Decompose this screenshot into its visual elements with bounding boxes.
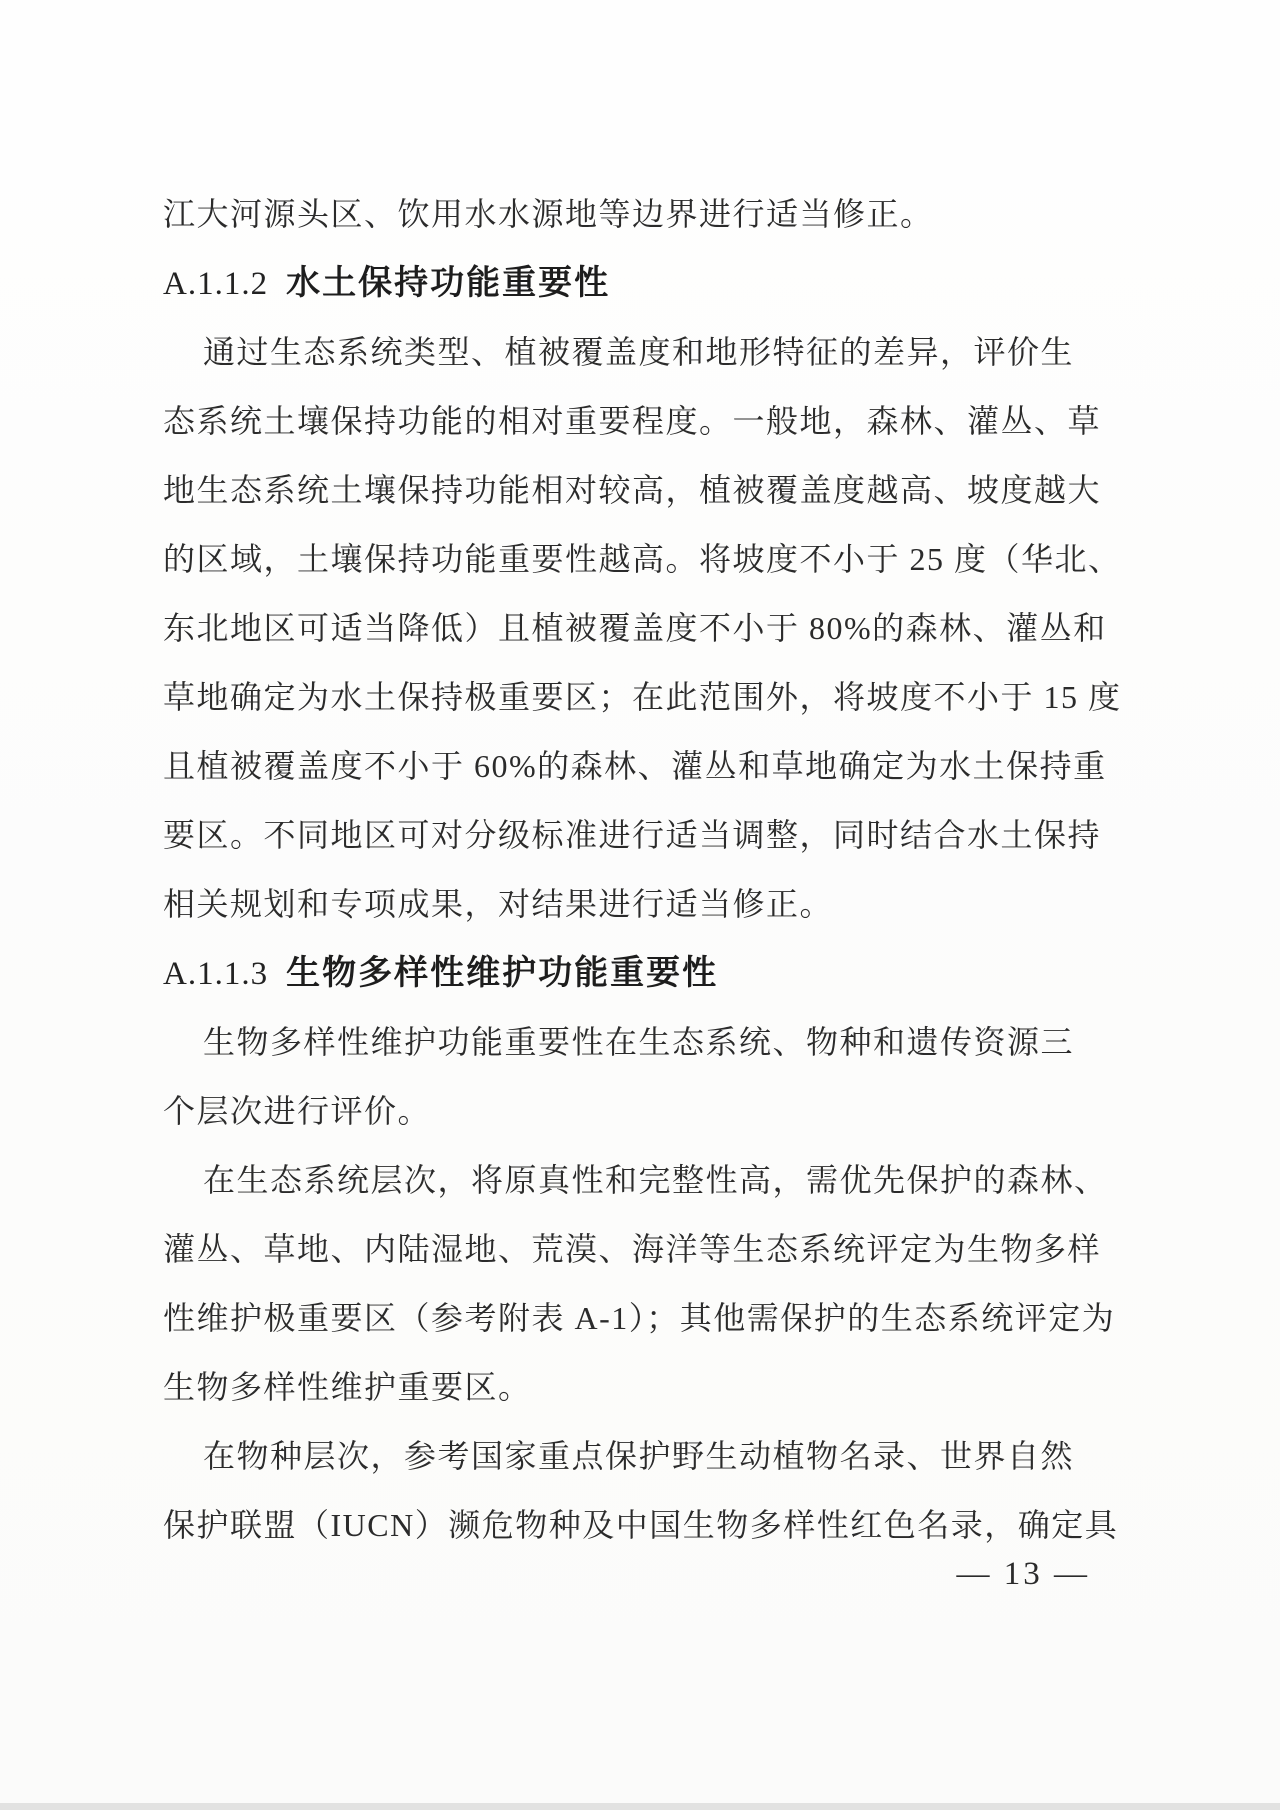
page-number: — 13 —: [956, 1556, 1090, 1592]
section-heading-a113: [163, 939, 1079, 1008]
text-line: 相关规划和专项成果，对结果进行适当修正。: [163, 886, 834, 922]
text-line: 生物多样性维护重要区。: [163, 1369, 532, 1405]
section-title: 生物多样性维护功能重要性: [286, 954, 719, 992]
text-line: 且植被覆盖度不小于 60%的森林、灌丛和草地确定为水土保持重: [163, 748, 1107, 784]
scan-edge-artifact: [0, 1803, 1280, 1810]
document-text-block: [163, 180, 1122, 1560]
section-heading-a112: [163, 249, 1079, 318]
section-number: A.1.1.3: [163, 956, 269, 992]
section-title: 水土保持功能重要性: [286, 264, 611, 302]
text-line: 性维护极重要区（参考附表 A-1）；其他需保护的生态系统评定为: [163, 1300, 1116, 1336]
text-line: 在生态系统层次，将原真性和完整性高，需优先保护的森林、: [203, 1162, 1108, 1198]
text-line: 江大河源头区、饮用水水源地等边界进行适当修正。: [163, 196, 934, 232]
section-number: A.1.1.2: [163, 266, 269, 302]
text-line: 生物多样性维护功能重要性在生态系统、物种和遗传资源三: [203, 1024, 1075, 1060]
text-line: 东北地区可适当降低）且植被覆盖度不小于 80%的森林、灌丛和: [163, 610, 1107, 646]
text-line: 通过生态系统类型、植被覆盖度和地形特征的差异，评价生: [203, 334, 1075, 370]
text-line: 要区。不同地区可对分级标准进行适当调整，同时结合水土保持: [163, 817, 1102, 853]
text-line: 草地确定为水土保持极重要区；在此范围外，将坡度不小于 15 度: [163, 679, 1122, 715]
text-line: 在物种层次，参考国家重点保护野生动植物名录、世界自然: [203, 1438, 1075, 1474]
text-line: 个层次进行评价。: [163, 1093, 432, 1129]
text-line: 地生态系统土壤保持功能相对较高，植被覆盖度越高、坡度越大: [163, 472, 1102, 508]
text-line: 态系统土壤保持功能的相对重要程度。一般地，森林、灌丛、草: [163, 403, 1102, 439]
text-line: 保护联盟（IUCN）濒危物种及中国生物多样性红色名录，确定具: [163, 1507, 1119, 1543]
text-line: 的区域，土壤保持功能重要性越高。将坡度不小于 25 度（华北、: [163, 541, 1122, 577]
text-line: 灌丛、草地、内陆湿地、荒漠、海洋等生态系统评定为生物多样: [163, 1231, 1102, 1267]
